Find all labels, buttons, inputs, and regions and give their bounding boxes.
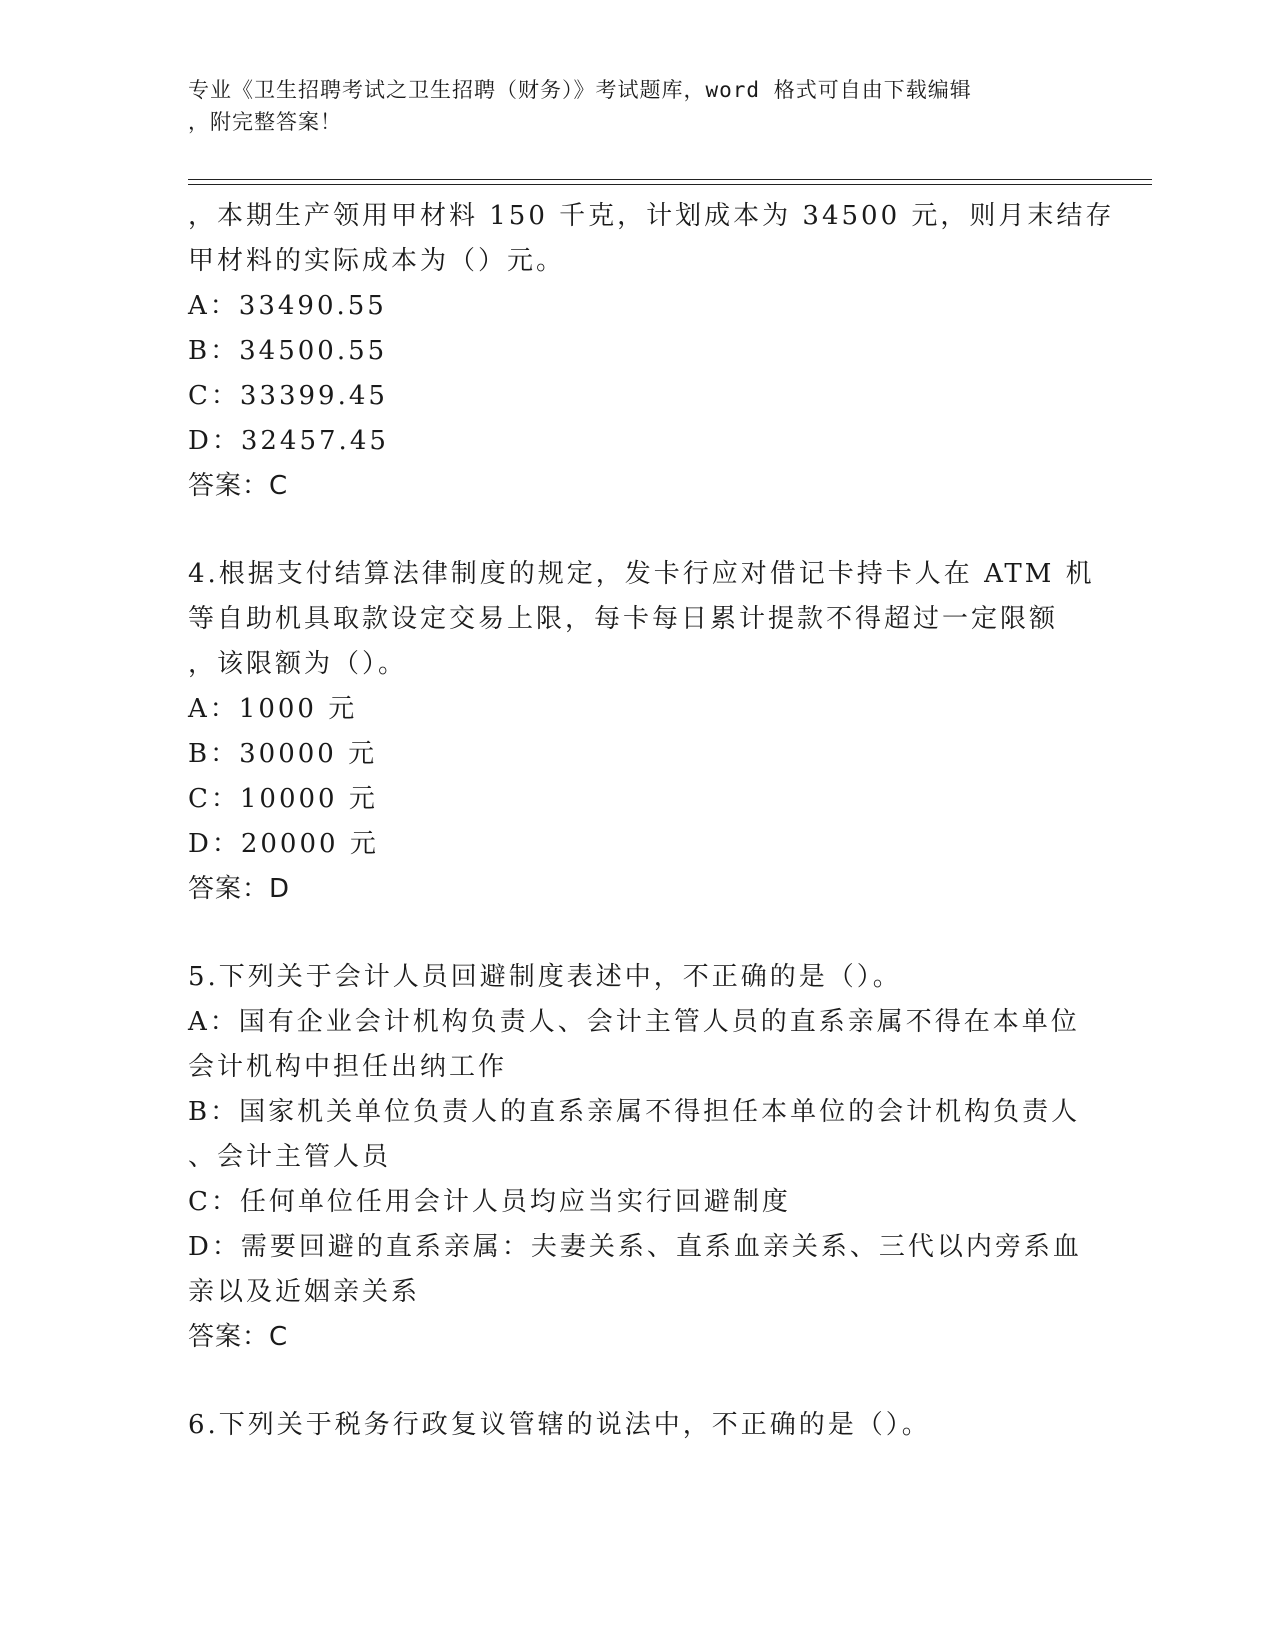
question-stem-line: 6.下列关于税务行政复议管辖的说法中，不正确的是（）。 — [188, 1410, 931, 1440]
document-header — [188, 74, 1068, 138]
option-d: D：20000 元 — [188, 829, 379, 859]
answer-line: 答案：C — [188, 1322, 289, 1352]
option-c: C：任何单位任用会计人员均应当实行回避制度 — [188, 1187, 791, 1217]
question-list — [188, 194, 1115, 1448]
header-title-line: 专业《卫生招聘考试之卫生招聘（财务）》考试题库，word 格式可自由下载编辑 — [188, 78, 972, 102]
option-d: D：32457.45 — [188, 426, 389, 456]
question-5 — [188, 955, 1088, 1360]
option-b: B：30000 元 — [188, 739, 378, 769]
question-stem-line: 甲材料的实际成本为（）元。 — [188, 246, 566, 276]
question-stem-line: 5.下列关于会计人员回避制度表述中，不正确的是（）。 — [188, 962, 902, 992]
question-spacer — [188, 912, 1088, 955]
option-d: D：需要回避的直系亲属：夫妻关系、直系血亲关系、三代以内旁系血 — [188, 1232, 1082, 1262]
answer-line: 答案：C — [188, 471, 289, 501]
question-6 — [188, 1403, 1088, 1448]
option-b-continuation: 、会计主管人员 — [188, 1142, 392, 1172]
option-b: B：34500.55 — [188, 336, 388, 366]
question-stem-line: ，该限额为（）。 — [188, 649, 408, 679]
question-3 — [188, 194, 1115, 509]
question-spacer — [188, 509, 1088, 552]
option-a: A：1000 元 — [188, 694, 358, 724]
option-d-continuation: 亲以及近姻亲关系 — [188, 1277, 421, 1307]
question-stem-line: 等自助机具取款设定交易上限，每卡每日累计提款不得超过一定限额 — [188, 604, 1059, 634]
header-title-continuation: ，附完整答案！ — [188, 110, 342, 134]
header-divider-bottom — [188, 184, 1152, 185]
question-stem-line: 4.根据支付结算法律制度的规定，发卡行应对借记卡持卡人在 ATM 机 — [188, 559, 1095, 589]
option-c: C：33399.45 — [188, 381, 388, 411]
option-a: A：国有企业会计机构负责人、会计主管人员的直系亲属不得在本单位 — [188, 1007, 1080, 1037]
question-spacer — [188, 1360, 1088, 1403]
option-a-continuation: 会计机构中担任出纳工作 — [188, 1052, 508, 1082]
answer-line: 答案：D — [188, 874, 291, 904]
header-divider-top — [188, 179, 1152, 180]
question-4 — [188, 552, 1095, 912]
option-b: B：国家机关单位负责人的直系亲属不得担任本单位的会计机构负责人 — [188, 1097, 1081, 1127]
option-c: C：10000 元 — [188, 784, 378, 814]
question-stem-line: ，本期生产领用甲材料 150 千克，计划成本为 34500 元，则月末结存 — [188, 201, 1115, 231]
option-a: A：33490.55 — [188, 291, 387, 321]
